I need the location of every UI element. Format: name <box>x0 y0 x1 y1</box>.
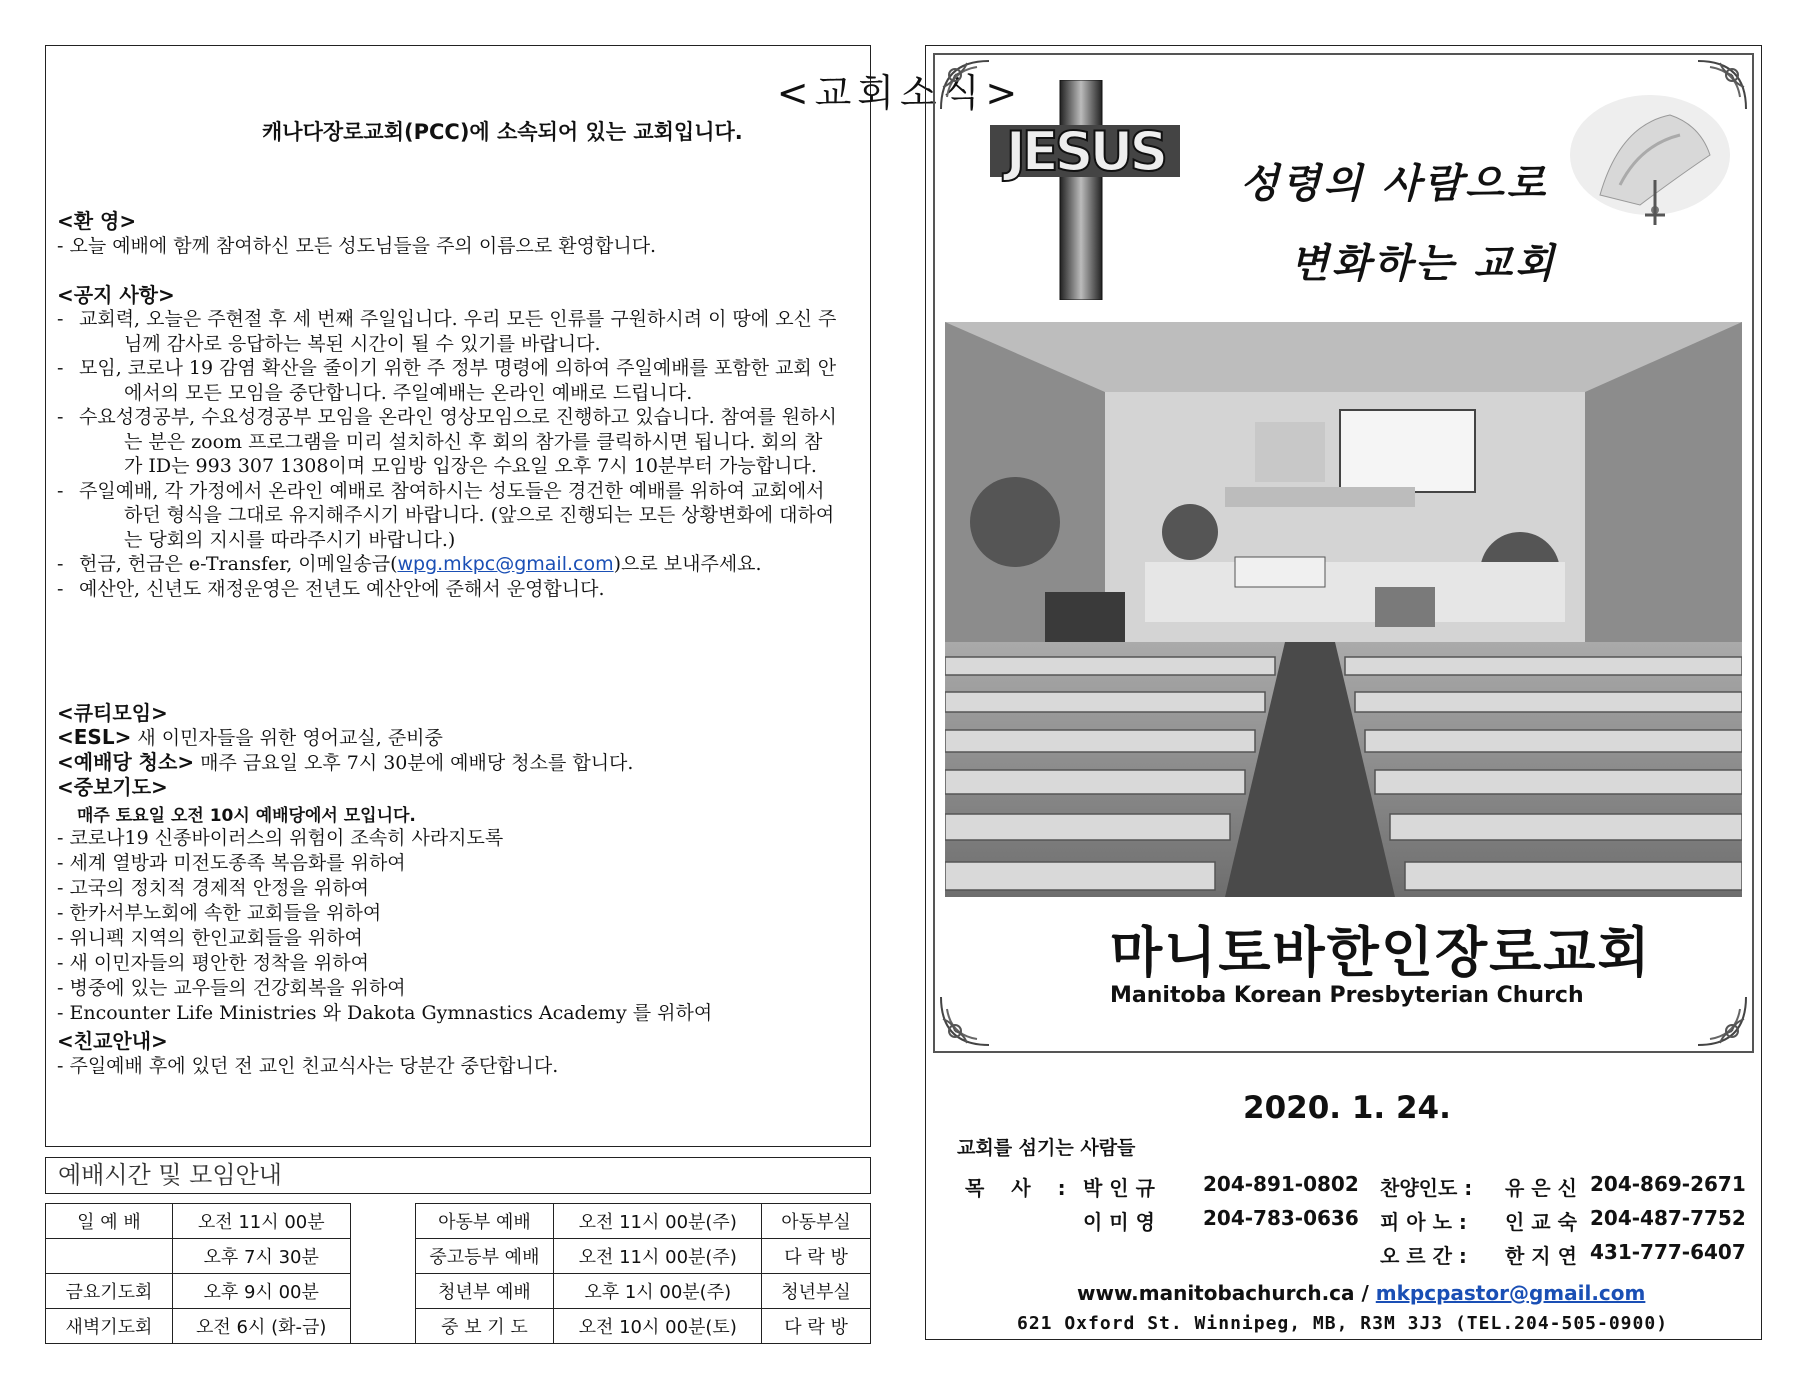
prayer-item: - 새 이민자들의 평안한 정착을 위하여 <box>57 952 369 974</box>
prayer-item: - 위니펙 지역의 한인교회들을 위하여 <box>57 927 363 949</box>
welcome-text: - 오늘 예배에 함께 참여하신 모든 성도님들을 주의 이름으로 환영합니다. <box>57 235 657 257</box>
welcome-heading: <환 영> <box>57 209 137 233</box>
logo-text: JESUS <box>1005 120 1165 183</box>
pastor1-phone: 204-891-0802 <box>1203 1172 1359 1196</box>
fellowship-heading: <친교안내> <box>57 1029 168 1053</box>
church-name-korean: 마니토바한인장로교회 <box>1110 921 1652 984</box>
table-row: 오후 7시 30분 중고등부 예배 오전 11시 00분(주) 다 락 방 <box>46 1239 871 1274</box>
fellowship-text: - 주일예배 후에 있던 전 교인 친교식사는 당분간 중단합니다. <box>57 1055 559 1077</box>
notice-item: - 예산안, 신년도 재정운영은 전년도 예산안에 준해서 운영합니다. <box>57 577 605 600</box>
prayer-heading: <중보기도> <box>57 775 168 799</box>
contact-line: www.manitobachurch.ca / mkpcpastor@gmail.com <box>1077 1281 1646 1305</box>
schedule-table <box>45 1203 871 1344</box>
prayer-list <box>57 826 712 1026</box>
website-link[interactable]: www.manitobachurch.ca <box>1077 1281 1355 1305</box>
notice-item: - 수요성경공부, 수요성경공부 모임을 온라인 영상모임으로 진행하고 있습니다. 참여를 원하시는 분은 zoom 프로그램을 미리 설치하신 후 회의 참가를 클릭하시면 됩니다. 회의 참가 ID는 993 307 1308이며 모임방 입장은 수요일 오후 7시 10분부터 가능합니다. <box>57 406 837 477</box>
prayer-subtitle: 매주 토요일 오전 10시 예배당에서 모입니다. <box>77 806 416 826</box>
prayer-item: - Encounter Life Ministries 와 Dakota Gymnastics Academy 를 위하여 <box>57 1002 713 1024</box>
prayer-item: - 병중에 있는 교우들의 건강회복을 위하여 <box>57 977 406 999</box>
corner-ornament-icon <box>1694 993 1750 1049</box>
notice-item: - 주일예배, 각 가정에서 온라인 예배로 참여하시는 성도들은 경건한 예배를 위하여 교회에서 하던 형식을 그대로 유지해주시기 바랍니다. (앞으로 진행되는 모든 상황변화에 대하여는 당회의 지시를 따라주시기 바랍니다.) <box>57 479 835 551</box>
sanctuary-photo <box>945 322 1742 897</box>
table-row: 새벽기도회 오전 6시 (화-금) 중 보 기 도 오전 10시 00분(토) 다 락 방 <box>46 1309 871 1344</box>
esl-line: <ESL> 새 이민자들을 위한 영어교실, 준비중 <box>57 725 443 749</box>
praise-name: 유 은 신 <box>1505 1176 1577 1200</box>
news-title: <교회소식> <box>776 71 1024 115</box>
table-row: 금요기도회 오후 9시 00분 청년부 예배 오후 1시 00분(주) 청년부실 <box>46 1274 871 1309</box>
praise-phone: 204-869-2671 <box>1590 1172 1746 1196</box>
bulletin-date: 2020. 1. 24. <box>1243 1090 1451 1126</box>
organ-name: 한 지 연 <box>1505 1244 1577 1268</box>
schedule-heading: 예배시간 및 모임안내 <box>45 1157 871 1194</box>
notice-item: - 교회력, 오늘은 주현절 후 세 번째 주일입니다. 우리 모든 인류를 구원하시려 이 땅에 오신 주님께 감사로 응답하는 복된 시간이 될 수 있기를 바랍니다. <box>57 308 837 355</box>
church-name-english: Manitoba Korean Presbyterian Church <box>1110 983 1584 1008</box>
news-subtitle: 캐나다장로교회(PCC)에 소속되어 있는 교회입니다. <box>262 120 743 144</box>
pastor2-name: 이 미 영 <box>1083 1210 1155 1234</box>
notice-item: - 모임, 코로나 19 감염 확산을 줄이기 위한 주 정부 명령에 의하여 주일예배를 포함한 교회 안에서의 모든 모임을 중단합니다. 주일예배는 온라인 예배로 드립니다. <box>57 357 837 404</box>
cleaning-line: <예배당 청소> 매주 금요일 오후 7시 30분에 예배당 청소를 합니다. <box>57 750 634 774</box>
notice-heading: <공지 사항> <box>57 283 175 307</box>
praying-hands-image <box>1560 85 1730 235</box>
piano-phone: 204-487-7752 <box>1590 1206 1746 1230</box>
corner-ornament-icon <box>937 993 993 1049</box>
notice-item: - 헌금, 헌금은 e-Transfer, 이메일송금(wpg.mkpc@gmail.com)으로 보내주세요. <box>57 553 762 575</box>
jesus-cross-logo <box>990 80 1180 300</box>
notice-list <box>57 307 839 601</box>
pastor1-name: 박 인 규 <box>1083 1176 1155 1200</box>
pastor2-phone: 204-783-0636 <box>1203 1206 1359 1230</box>
organ-phone: 431-777-6407 <box>1590 1240 1746 1264</box>
slogan-line-2: 변화하는 교회 <box>1290 240 1557 287</box>
table-row: 일 예 배 오전 11시 00분 아동부 예배 오전 11시 00분(주) 아동부실 <box>46 1204 871 1239</box>
prayer-item: - 세계 열방과 미전도종족 복음화를 위하여 <box>57 852 406 874</box>
slogan-line-1: 성령의 사람으로 <box>1240 160 1549 207</box>
prayer-item: - 한카서부노회에 속한 교회들을 위하여 <box>57 902 382 924</box>
church-address: 621 Oxford St. Winnipeg, MB, R3M 3J3 (TEL.204-505-0900) <box>1017 1313 1669 1334</box>
prayer-item: - 고국의 정치적 경제적 안정을 위하여 <box>57 877 369 899</box>
pastor-label: 목 사 : <box>965 1176 1076 1200</box>
staff-title: 교회를 섬기는 사람들 <box>957 1137 1136 1159</box>
pastor-email-link[interactable]: mkpcpastor@gmail.com <box>1375 1281 1646 1305</box>
piano-label: 피 아 노 : <box>1380 1210 1467 1234</box>
organ-label: 오 르 간 : <box>1380 1244 1467 1268</box>
praise-label: 찬양인도 : <box>1380 1176 1473 1200</box>
corner-ornament-icon <box>937 57 993 113</box>
offering-email-link[interactable]: wpg.mkpc@gmail.com <box>397 553 614 575</box>
qt-heading: <큐티모임> <box>57 701 168 725</box>
prayer-item: - 코로나19 신종바이러스의 위험이 조속히 사라지도록 <box>57 827 504 849</box>
piano-name: 인 교 숙 <box>1505 1210 1577 1234</box>
